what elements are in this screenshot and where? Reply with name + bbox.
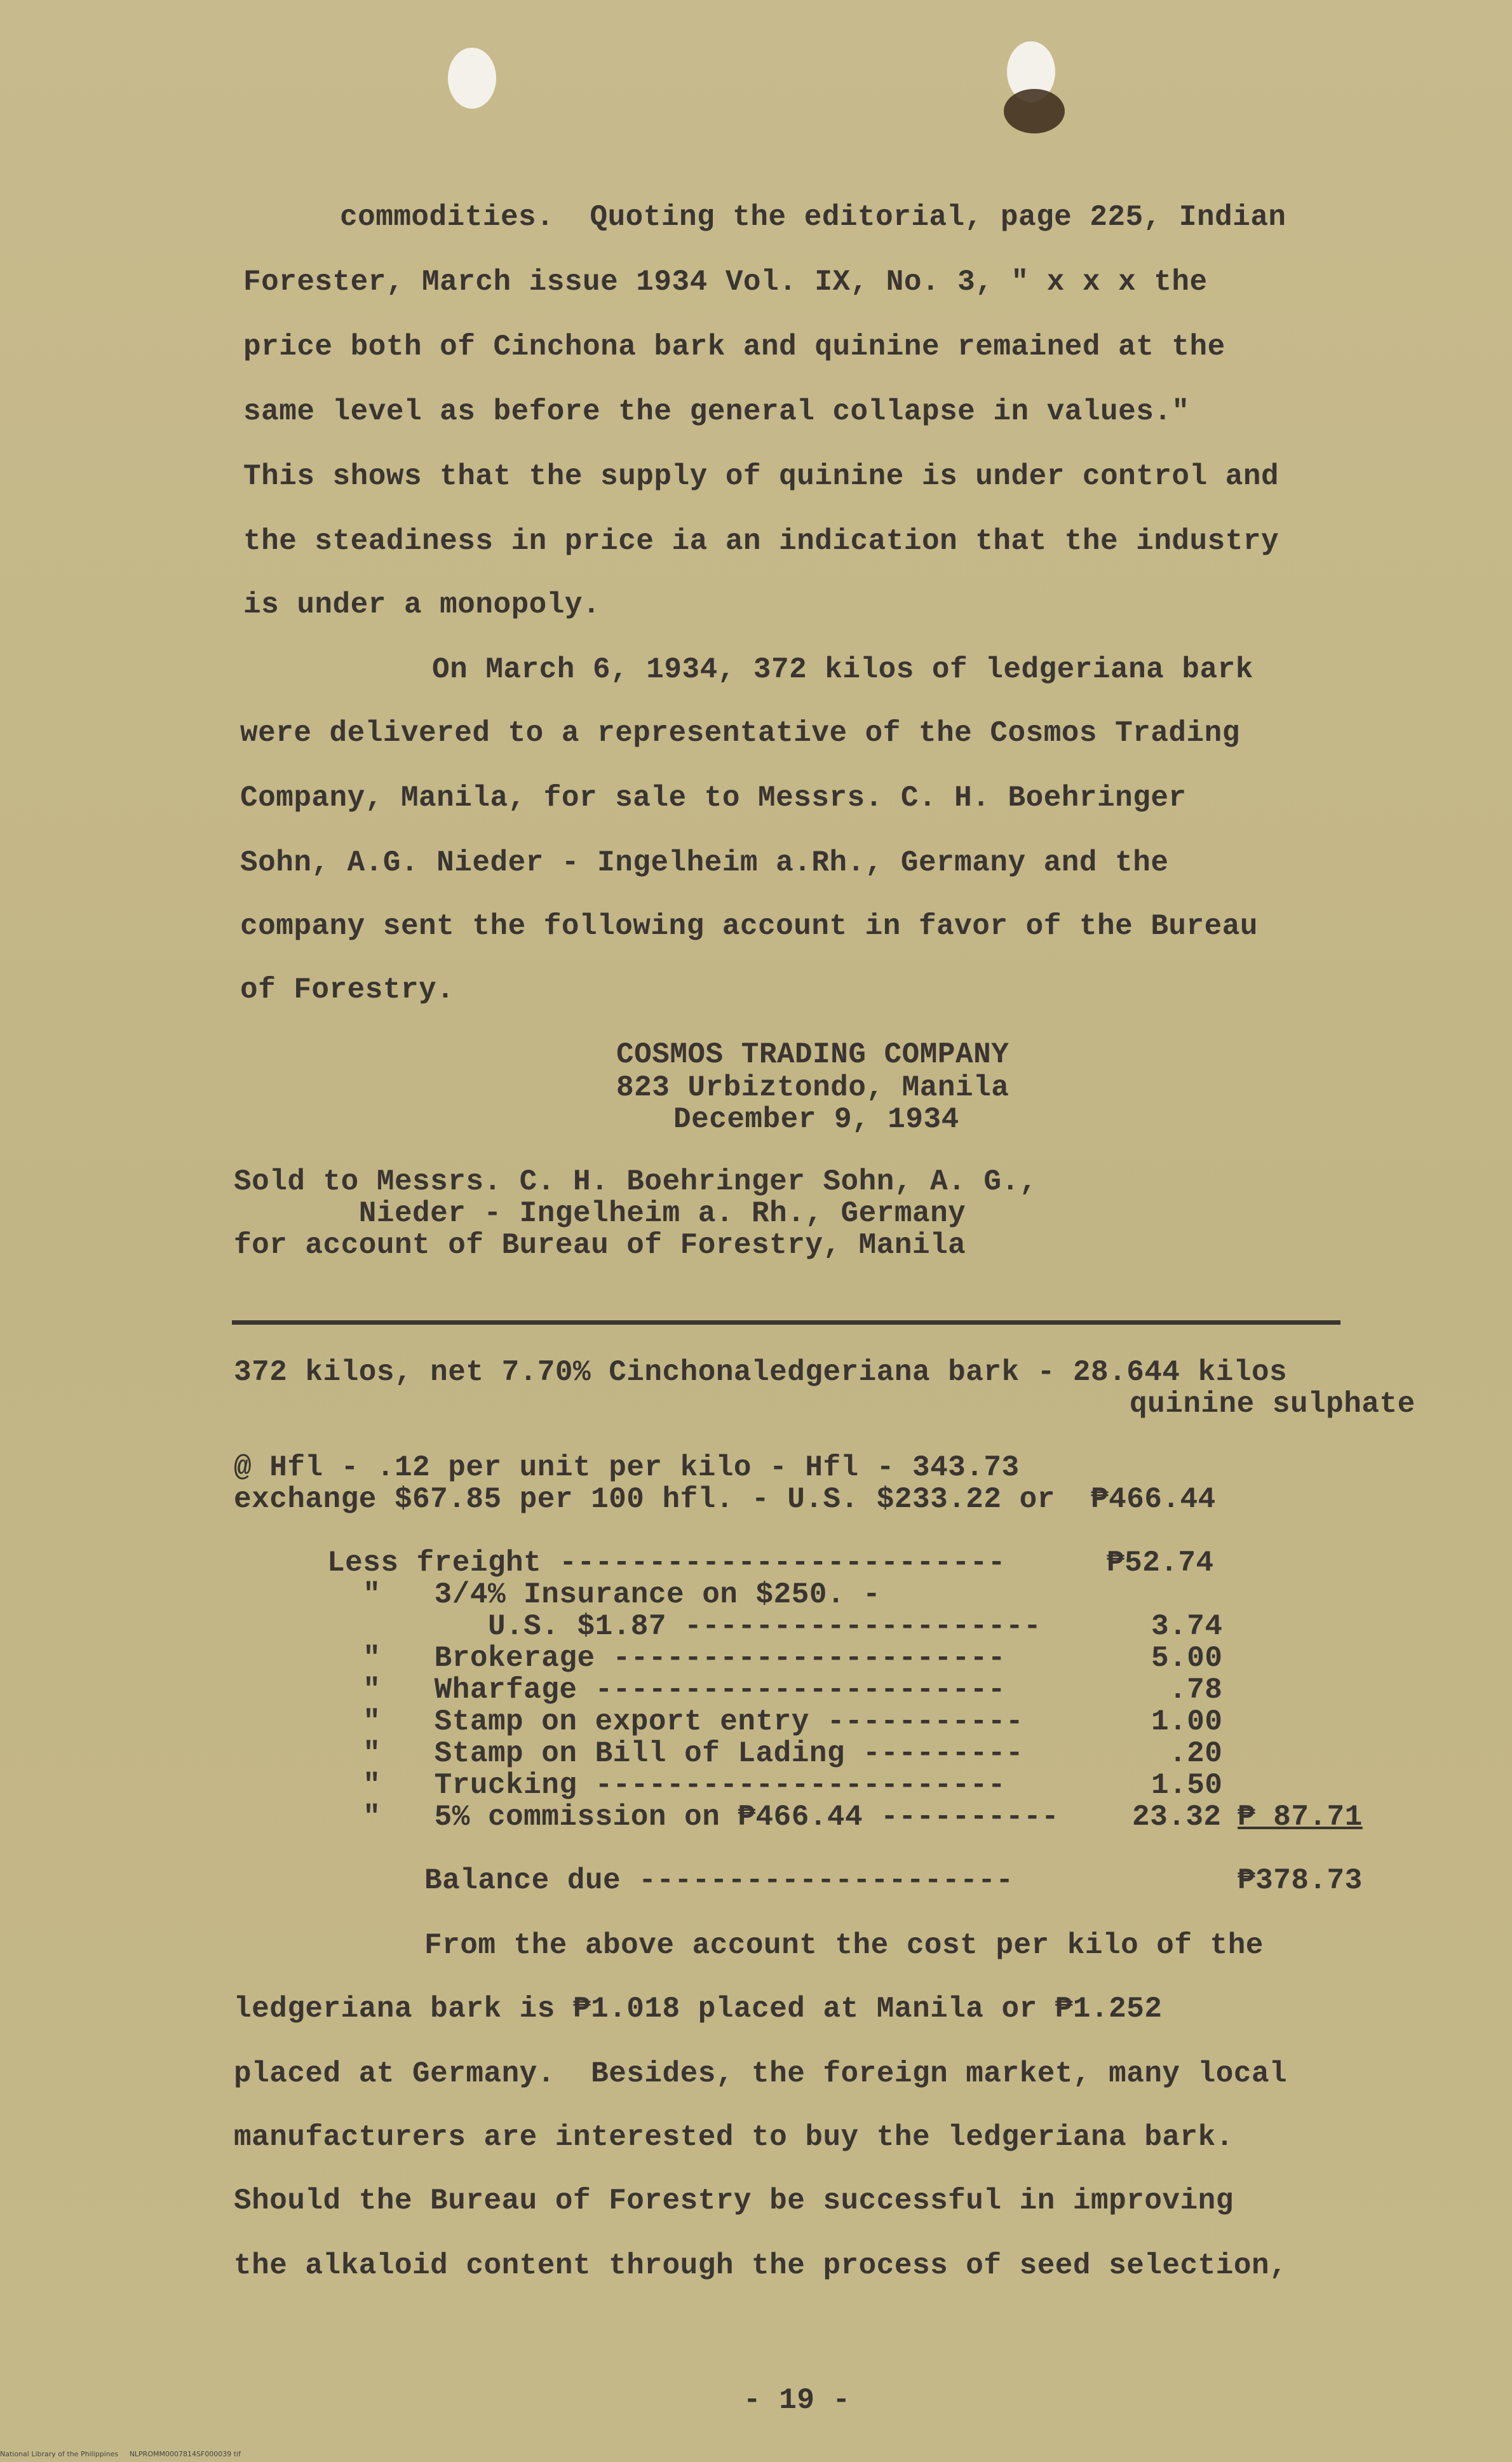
sold-to-line: Sold to Messrs. C. H. Boehringer Sohn, A. G., (234, 1165, 1037, 1198)
deduction-label: Less freight ------------------------- (327, 1546, 1006, 1579)
paragraph1-line: the steadiness in price ia an indication that the industry (243, 525, 1279, 558)
paragraph3-line: the alkaloid content through the process of seed selection, (234, 2249, 1288, 2282)
paragraph3-line: From the above account the cost per kilo of the (424, 1929, 1264, 1962)
company-address: 823 Urbiztondo, Manila (616, 1071, 1009, 1104)
paragraph2-line: Company, Manila, for sale to Messrs. C. H. Boehringer (240, 781, 1187, 815)
paragraph2-line: On March 6, 1934, 372 kilos of ledgeriana bark (432, 653, 1253, 686)
deduction-label: " Brokerage ---------------------- (327, 1642, 1006, 1675)
paragraph3-line: manufacturers are interested to buy the ledgeriana bark. (234, 2121, 1234, 2154)
deduction-label: " Stamp on Bill of Lading --------- (327, 1737, 1024, 1770)
deduction-amount: .20 (1169, 1737, 1223, 1770)
paragraph2-line: were delivered to a representative of the Cosmos Trading (240, 717, 1240, 750)
account-date: December 9, 1934 (673, 1103, 959, 1136)
deduction-amount: 1.50 (1151, 1769, 1223, 1802)
deduction-amount: ₱52.74 (1107, 1546, 1214, 1579)
paragraph1-line: is under a monopoly. (243, 588, 601, 621)
company-name: COSMOS TRADING COMPANY (616, 1038, 1009, 1071)
paragraph3-line: Should the Bureau of Forestry be successful in improving (234, 2184, 1234, 2217)
deduction-label: " Wharfage ----------------------- (327, 1674, 1006, 1707)
deduction-amount: 5.00 (1151, 1642, 1223, 1675)
paragraph2-line: company sent the following account in favor of the Bureau (240, 910, 1258, 943)
deduction-label: " 5% commission on ₱466.44 ---------- (327, 1801, 1060, 1834)
deduction-amount: 1.00 (1151, 1705, 1223, 1738)
deduction-label: U.S. $1.87 -------------------- (327, 1610, 1042, 1643)
deduction-label: " Stamp on export entry ----------- (327, 1705, 1024, 1738)
stain-mark (1004, 89, 1065, 133)
deduction-amount: 3.74 (1151, 1610, 1223, 1643)
deduction-amount: 23.32 (1132, 1801, 1222, 1834)
paragraph1-line: same level as before the general collapse in values." (243, 395, 1190, 428)
paragraph1-line: Forester, March issue 1934 Vol. IX, No. 3, " x x x the (243, 266, 1208, 299)
paragraph2-line: Sohn, A.G. Nieder - Ingelheim a.Rh., Germany and the (240, 846, 1169, 879)
paragraph3-line: ledgeriana bark is ₱1.018 placed at Manila or ₱1.252 (234, 1992, 1163, 2026)
sold-to-line: for account of Bureau of Forestry, Manila (234, 1229, 966, 1262)
balance-label: Balance due --------------------- (424, 1864, 1014, 1897)
deduction-amount: .78 (1169, 1674, 1223, 1707)
paragraph1-line: price both of Cinchona bark and quinine remained at the (243, 330, 1225, 363)
balance-amount: ₱378.73 (1238, 1864, 1363, 1897)
item-description-cont: quinine sulphate (1130, 1388, 1415, 1421)
total-deductions: ₱ 87.71 (1238, 1801, 1363, 1834)
paragraph1-line: This shows that the supply of quinine is under control and (243, 460, 1279, 493)
paragraph2-line: of Forestry. (240, 973, 455, 1006)
archive-footer: National Library of the Philippines NLPROMM0007814SF000039 tif (0, 2450, 241, 2458)
item-description: 372 kilos, net 7.70% Cinchonaledgeriana bark - 28.644 kilos (234, 1356, 1288, 1389)
deduction-label: " Trucking ----------------------- (327, 1769, 1006, 1802)
item-rate: @ Hfl - .12 per unit per kilo - Hfl - 343.73 (234, 1451, 1020, 1484)
page-number: - 19 - (743, 2384, 851, 2417)
paragraph3-line: placed at Germany. Besides, the foreign market, many local (234, 2057, 1288, 2090)
paragraph1-line: commodities. Quoting the editorial, page 225, Indian (340, 201, 1286, 234)
horizontal-rule (232, 1320, 1340, 1325)
punch-hole-left (448, 48, 496, 109)
item-exchange: exchange $67.85 per 100 hfl. - U.S. $233.22 or ₱466.44 (234, 1483, 1216, 1516)
sold-to-line: Nieder - Ingelheim a. Rh., Germany (234, 1197, 966, 1230)
deduction-label: " 3/4% Insurance on $250. - (327, 1578, 881, 1611)
